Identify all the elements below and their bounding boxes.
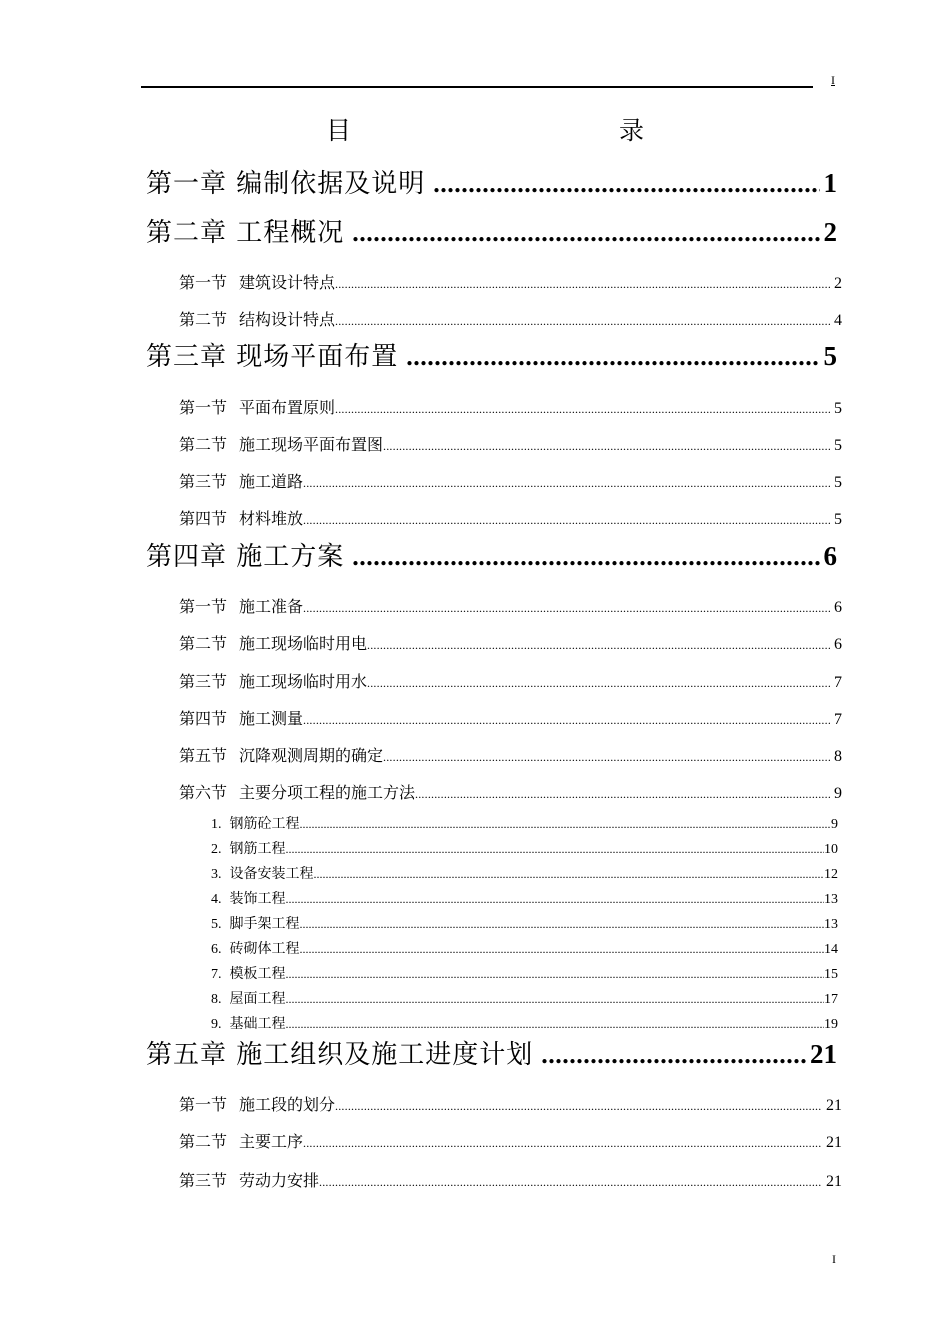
- toc-chapter-label: 第四章 施工方案: [146, 542, 345, 572]
- toc-page-number: 12: [824, 867, 838, 882]
- toc-section-label: 施工测量: [239, 709, 304, 728]
- toc-subsection[interactable]: [211, 889, 838, 909]
- dot-leader: [300, 914, 825, 934]
- toc-subsection[interactable]: [211, 939, 838, 959]
- toc-subsection-label: 屋面工程: [229, 991, 286, 1007]
- toc-page-number: 6: [834, 599, 842, 616]
- dot-leader: [335, 1094, 822, 1118]
- toc-subsection-number: 3.: [211, 867, 222, 882]
- toc-section-number: 第六节: [179, 783, 228, 802]
- toc-subsection-label: 钢筋工程: [229, 841, 286, 857]
- toc-subsection[interactable]: [211, 864, 838, 884]
- toc-section[interactable]: [179, 744, 842, 768]
- dot-leader: [303, 471, 830, 495]
- toc-chapter-label: 第一章 编制依据及说明: [146, 169, 426, 199]
- toc-section-number: 第二节: [179, 1132, 228, 1151]
- toc-section[interactable]: [179, 396, 842, 420]
- toc-subsection-number: 1.: [211, 817, 222, 832]
- toc-page-number: 5: [834, 474, 842, 491]
- toc-page-number: 21: [826, 1173, 842, 1190]
- dot-leader: [335, 309, 830, 333]
- dot-leader: [367, 633, 830, 657]
- toc-subsection-label: 设备安装工程: [229, 866, 314, 882]
- toc-section-label: 沉降观测周期的确定: [239, 746, 384, 765]
- header-rule: [141, 86, 813, 88]
- toc-page-number: 6: [823, 541, 837, 571]
- dot-leader: [314, 864, 825, 884]
- toc-page-number: 13: [824, 917, 838, 932]
- dot-leader: [300, 814, 832, 834]
- toc-page-number: 15: [824, 967, 838, 982]
- toc-page-number: 6: [834, 636, 842, 653]
- toc-section-number: 第四节: [179, 709, 228, 728]
- toc-subsection[interactable]: [211, 964, 838, 984]
- toc-chapter-label: 第三章 现场平面布置: [146, 342, 399, 372]
- toc-section[interactable]: [179, 670, 842, 694]
- dot-leader: [286, 839, 825, 859]
- dot-leader: [415, 782, 830, 806]
- toc-subsection-label: 砖砌体工程: [229, 941, 300, 957]
- toc-section-label: 主要工序: [239, 1132, 304, 1151]
- toc-page-number: 21: [826, 1134, 842, 1151]
- toc-section[interactable]: [179, 1093, 842, 1117]
- toc-subsection-label: 脚手架工程: [229, 916, 300, 932]
- toc-section-label: 主要分项工程的施工方法: [239, 783, 416, 802]
- toc-section-number: 第一节: [179, 273, 228, 292]
- toc-section[interactable]: [179, 595, 842, 619]
- dot-leader: [303, 1131, 822, 1155]
- dot-leader: [335, 272, 830, 296]
- toc-subsection-number: 6.: [211, 942, 222, 957]
- toc-page-number: 10: [824, 842, 838, 857]
- dot-leader: [383, 434, 830, 458]
- toc-section-number: 第一节: [179, 597, 228, 616]
- toc-section-label: 平面布置原则: [239, 398, 336, 417]
- dot-leader: [383, 745, 830, 769]
- toc-page-number: 21: [826, 1097, 842, 1114]
- toc-subsection-number: 5.: [211, 917, 222, 932]
- toc-page-number: 21: [810, 1039, 837, 1069]
- toc-section-label: 施工现场临时用电: [239, 634, 368, 653]
- toc-section-label: 施工现场临时用水: [239, 672, 368, 691]
- toc-chapter-3[interactable]: [146, 338, 837, 374]
- toc-section-label: 施工道路: [239, 472, 304, 491]
- toc-page-number: 9: [831, 817, 838, 832]
- toc-page-number: 2: [823, 217, 837, 247]
- toc-subsection-number: 4.: [211, 892, 222, 907]
- toc-subsection-label: 模板工程: [229, 966, 286, 982]
- toc-section[interactable]: [179, 1169, 842, 1193]
- toc-section[interactable]: [179, 707, 842, 731]
- dot-leader: [300, 939, 825, 959]
- toc-section-label: 劳动力安排: [239, 1171, 320, 1190]
- toc-chapter-5[interactable]: [146, 1036, 837, 1072]
- dot-leader: [286, 1014, 825, 1034]
- toc-section-number: 第一节: [179, 398, 228, 417]
- toc-page-number: 13: [824, 892, 838, 907]
- dot-leader: [406, 339, 819, 375]
- dot-leader: [286, 889, 825, 909]
- toc-section[interactable]: [179, 632, 842, 656]
- toc-section-number: 第三节: [179, 472, 228, 491]
- dot-leader: [319, 1170, 822, 1194]
- toc-section-number: 第三节: [179, 672, 228, 691]
- dot-leader: [352, 215, 819, 251]
- dot-leader: [303, 596, 830, 620]
- dot-leader: [433, 166, 819, 202]
- toc-page-number: 17: [824, 992, 838, 1007]
- dot-leader: [335, 397, 830, 421]
- toc-subsection-number: 2.: [211, 842, 222, 857]
- toc-section-label: 施工现场平面布置图: [239, 435, 384, 454]
- toc-chapter-label: 第五章 施工组织及施工进度计划: [146, 1040, 534, 1070]
- toc-section[interactable]: [179, 507, 842, 531]
- toc-section-label: 材料堆放: [239, 509, 304, 528]
- toc-subsection[interactable]: [211, 914, 838, 934]
- dot-leader: [541, 1037, 806, 1073]
- toc-section[interactable]: [179, 433, 842, 457]
- toc-page-number: 7: [834, 711, 842, 728]
- toc-section-label: 结构设计特点: [239, 310, 336, 329]
- toc-subsection-label: 装饰工程: [229, 891, 286, 907]
- dot-leader: [303, 508, 830, 532]
- toc-page-number: 4: [834, 312, 842, 329]
- toc-subsection[interactable]: [211, 814, 838, 834]
- toc-section[interactable]: [179, 1130, 842, 1154]
- toc-section-number: 第一节: [179, 1095, 228, 1114]
- toc-section[interactable]: [179, 781, 842, 805]
- toc-page-number: 5: [823, 341, 837, 371]
- toc-title: 目 录: [326, 116, 774, 145]
- toc-page-number: 9: [834, 785, 842, 802]
- toc-subsection-number: 7.: [211, 967, 222, 982]
- toc-page-number: 1: [823, 168, 837, 198]
- toc-subsection-number: 8.: [211, 992, 222, 1007]
- toc-subsection-label: 基础工程: [229, 1016, 286, 1032]
- dot-leader: [286, 964, 825, 984]
- toc-chapter-4[interactable]: [146, 538, 837, 574]
- dot-leader: [303, 708, 830, 732]
- toc-page-number: 7: [834, 674, 842, 691]
- dot-leader: [286, 989, 825, 1009]
- toc-page-number: 2: [834, 275, 842, 292]
- toc-page-number: 14: [824, 942, 838, 957]
- toc-subsection-label: 钢筋砼工程: [229, 816, 300, 832]
- toc-chapter-1[interactable]: [146, 165, 837, 201]
- dot-leader: [352, 539, 819, 575]
- toc-section-number: 第二节: [179, 634, 228, 653]
- toc-section[interactable]: [179, 308, 842, 332]
- toc-subsection[interactable]: [211, 839, 838, 859]
- toc-subsection[interactable]: [211, 989, 838, 1009]
- toc-page-number: 5: [834, 437, 842, 454]
- header-page-numeral: I: [831, 73, 835, 87]
- toc-section[interactable]: [179, 271, 842, 295]
- toc-section-number: 第三节: [179, 1171, 228, 1190]
- toc-subsection-number: 9.: [211, 1017, 222, 1032]
- toc-chapter-2[interactable]: [146, 214, 837, 250]
- toc-page-number: 19: [824, 1017, 838, 1032]
- toc-section-number: 第二节: [179, 435, 228, 454]
- toc-section-label: 施工段的划分: [239, 1095, 336, 1114]
- toc-page-number: 5: [834, 400, 842, 417]
- footer-page-numeral: I: [832, 1252, 836, 1266]
- toc-subsection[interactable]: [211, 1014, 838, 1034]
- toc-section-number: 第五节: [179, 746, 228, 765]
- dot-leader: [367, 671, 830, 695]
- toc-section-number: 第四节: [179, 509, 228, 528]
- toc-section-number: 第二节: [179, 310, 228, 329]
- toc-page-number: 8: [834, 748, 842, 765]
- toc-section-label: 建筑设计特点: [239, 273, 336, 292]
- toc-section[interactable]: [179, 470, 842, 494]
- toc-page-number: 5: [834, 511, 842, 528]
- toc-section-label: 施工准备: [239, 597, 304, 616]
- toc-chapter-label: 第二章 工程概况: [146, 218, 345, 248]
